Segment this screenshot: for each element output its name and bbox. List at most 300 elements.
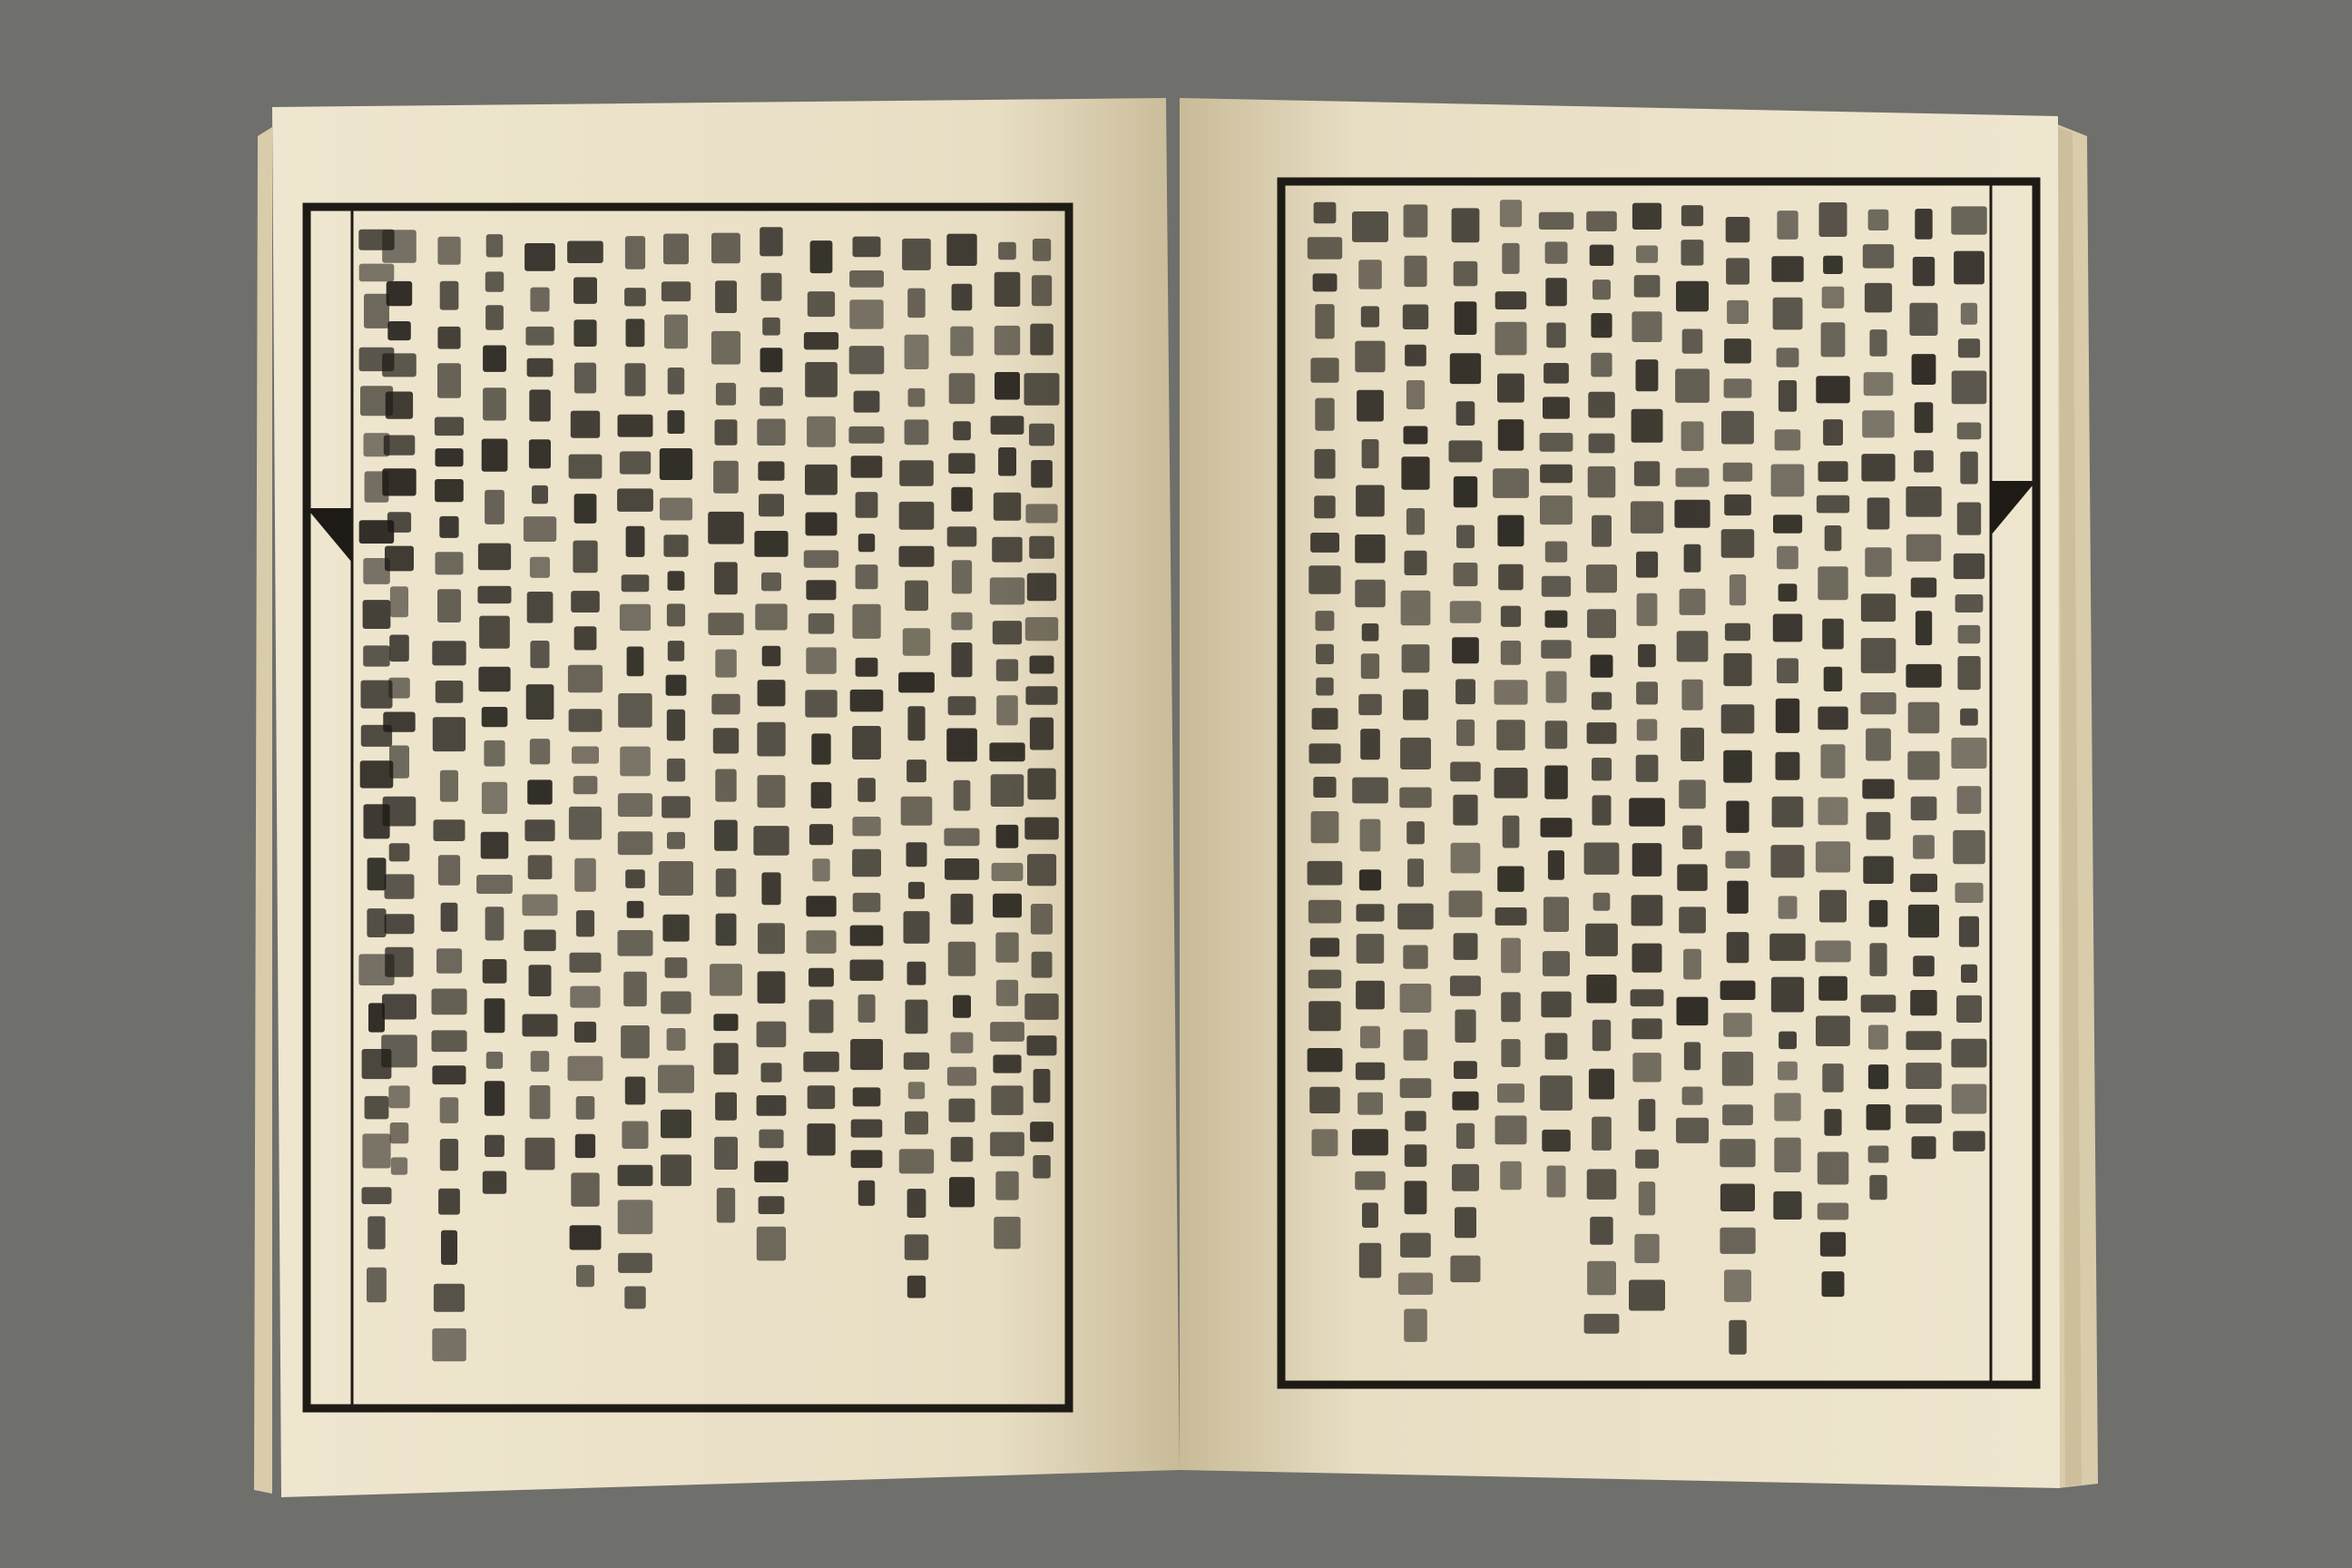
ink-glyph-mark — [668, 368, 685, 395]
ink-glyph-mark — [996, 980, 1018, 1006]
ink-glyph-mark — [1501, 606, 1521, 627]
ink-glyph-mark — [1676, 281, 1709, 312]
ink-glyph-mark — [1634, 1234, 1659, 1263]
ink-glyph-mark — [811, 733, 830, 764]
ink-glyph-mark — [523, 895, 558, 916]
ink-glyph-mark — [482, 707, 508, 727]
ink-glyph-mark — [1906, 664, 1941, 688]
ink-glyph-mark — [713, 728, 739, 753]
ink-glyph-mark — [717, 1188, 735, 1223]
ink-glyph-mark — [1495, 1115, 1527, 1144]
ink-glyph-mark — [848, 426, 884, 444]
ink-glyph-mark — [1362, 439, 1379, 468]
ink-glyph-mark — [948, 942, 975, 976]
ink-glyph-mark — [1543, 397, 1570, 418]
ink-glyph-mark — [907, 289, 926, 318]
ink-glyph-mark — [483, 346, 506, 372]
ink-glyph-mark — [570, 1225, 602, 1250]
ink-glyph-mark — [1545, 241, 1568, 263]
ink-glyph-mark — [1636, 359, 1659, 391]
ink-glyph-mark — [809, 824, 833, 845]
ink-glyph-mark — [530, 288, 549, 312]
ink-glyph-mark — [1681, 728, 1704, 761]
ink-glyph-mark — [525, 1138, 555, 1171]
ink-glyph-mark — [1355, 534, 1386, 564]
ink-glyph-mark — [808, 1085, 836, 1109]
ink-glyph-mark — [1352, 778, 1388, 804]
ink-glyph-mark — [1030, 324, 1054, 356]
ink-glyph-mark — [622, 1122, 648, 1150]
ink-glyph-mark — [996, 695, 1018, 725]
ink-glyph-mark — [989, 742, 1024, 761]
ink-glyph-mark — [951, 1033, 974, 1054]
ink-glyph-mark — [1779, 583, 1798, 602]
ink-glyph-mark — [853, 237, 881, 258]
ink-glyph-mark — [952, 284, 973, 310]
ink-glyph-mark — [1359, 869, 1381, 890]
ink-glyph-mark — [907, 962, 926, 985]
ink-glyph-mark — [998, 242, 1016, 260]
ink-glyph-mark — [661, 1110, 691, 1139]
ink-glyph-mark — [1027, 769, 1055, 800]
ink-glyph-mark — [994, 1217, 1021, 1250]
ink-glyph-mark — [1404, 1029, 1428, 1060]
ink-glyph-mark — [908, 1082, 925, 1099]
ink-glyph-mark — [761, 872, 780, 905]
ink-glyph-mark — [1500, 1161, 1522, 1191]
ink-glyph-mark — [1634, 461, 1660, 486]
ink-glyph-mark — [951, 487, 973, 512]
ink-glyph-mark — [1676, 468, 1710, 487]
ink-glyph-mark — [1586, 564, 1617, 593]
ink-glyph-mark — [904, 911, 930, 944]
ink-glyph-mark — [1405, 345, 1426, 367]
ink-glyph-mark — [618, 1200, 653, 1234]
ink-glyph-mark — [951, 1137, 974, 1162]
ink-glyph-mark — [1034, 1069, 1051, 1102]
ink-glyph-mark — [757, 1227, 786, 1261]
ink-glyph-mark — [1501, 992, 1521, 1022]
ink-glyph-mark — [1404, 256, 1426, 287]
ink-glyph-mark — [529, 389, 551, 421]
ink-glyph-mark — [618, 1253, 652, 1273]
ink-glyph-mark — [1824, 1109, 1841, 1136]
ink-glyph-mark — [1029, 536, 1054, 559]
ink-glyph-mark — [711, 233, 740, 264]
ink-glyph-mark — [903, 628, 930, 656]
ink-glyph-mark — [1495, 291, 1527, 309]
ink-glyph-mark — [1030, 718, 1054, 750]
ink-glyph-mark — [761, 273, 782, 301]
ink-glyph-mark — [1308, 861, 1343, 886]
ink-glyph-mark — [995, 1171, 1018, 1200]
ink-glyph-mark — [667, 832, 685, 849]
ink-glyph-mark — [856, 658, 878, 677]
ink-glyph-mark — [1720, 1228, 1755, 1254]
ink-glyph-mark — [1632, 1053, 1661, 1082]
ink-glyph-mark — [436, 448, 464, 466]
ink-glyph-mark — [568, 1056, 603, 1082]
ink-glyph-mark — [805, 690, 837, 717]
ink-glyph-mark — [1539, 212, 1574, 230]
ink-glyph-mark — [805, 362, 838, 397]
ink-glyph-mark — [953, 995, 971, 1018]
ink-glyph-mark — [1952, 1084, 1987, 1114]
ink-glyph-mark — [1497, 374, 1524, 403]
ink-glyph-mark — [389, 635, 409, 662]
ink-glyph-mark — [713, 1043, 738, 1074]
ink-glyph-mark — [385, 914, 415, 934]
ink-glyph-mark — [360, 760, 394, 788]
ink-glyph-mark — [1493, 468, 1529, 498]
ink-glyph-mark — [1730, 574, 1746, 605]
ink-glyph-mark — [807, 930, 837, 954]
ink-glyph-mark — [1726, 217, 1750, 242]
ink-glyph-mark — [1406, 508, 1425, 534]
ink-glyph-mark — [437, 363, 461, 397]
ink-glyph-mark — [524, 930, 555, 952]
ink-glyph-mark — [946, 234, 976, 266]
ink-glyph-mark — [486, 234, 504, 257]
ink-glyph-mark — [1914, 450, 1934, 472]
ink-glyph-mark — [1310, 358, 1338, 383]
ink-glyph-mark — [904, 1053, 929, 1070]
ink-glyph-mark — [905, 1112, 928, 1135]
ink-glyph-mark — [953, 421, 971, 440]
ink-glyph-mark — [1403, 690, 1428, 720]
ink-glyph-mark — [624, 288, 646, 306]
ink-glyph-mark — [1960, 452, 1978, 485]
ink-glyph-mark — [759, 1130, 783, 1149]
ink-glyph-mark — [530, 557, 550, 578]
ink-glyph-mark — [898, 672, 935, 693]
ink-glyph-mark — [1822, 1271, 1845, 1297]
ink-glyph-mark — [991, 774, 1024, 807]
ink-glyph-mark — [1867, 497, 1890, 529]
ink-glyph-mark — [996, 659, 1018, 681]
ink-glyph-mark — [1861, 995, 1896, 1013]
ink-glyph-mark — [1308, 1001, 1341, 1031]
ink-glyph-mark — [576, 1096, 595, 1120]
ink-glyph-mark — [627, 901, 644, 918]
ink-glyph-mark — [1455, 1207, 1476, 1238]
ink-glyph-mark — [992, 863, 1024, 881]
ink-glyph-mark — [1816, 841, 1850, 872]
ink-glyph-mark — [1540, 1075, 1573, 1111]
ink-glyph-mark — [1631, 989, 1664, 1006]
ink-glyph-mark — [1586, 975, 1616, 1004]
ink-glyph-mark — [1540, 465, 1573, 484]
ink-glyph-mark — [852, 726, 881, 760]
ink-glyph-mark — [856, 564, 878, 589]
ink-glyph-mark — [761, 1063, 782, 1083]
ink-glyph-mark — [661, 1154, 691, 1186]
ink-glyph-mark — [1913, 257, 1935, 286]
ink-glyph-mark — [1913, 835, 1935, 858]
ink-glyph-mark — [1680, 589, 1706, 615]
ink-glyph-mark — [1639, 1181, 1655, 1215]
ink-glyph-mark — [1955, 883, 1984, 903]
ink-glyph-mark — [1631, 501, 1663, 534]
ink-glyph-mark — [433, 717, 466, 751]
ink-glyph-mark — [1587, 1261, 1616, 1296]
ink-glyph-mark — [1684, 1042, 1700, 1070]
ink-glyph-mark — [1456, 525, 1475, 549]
ink-glyph-mark — [993, 621, 1022, 644]
ink-glyph-mark — [1316, 678, 1334, 696]
ink-glyph-mark — [1450, 762, 1481, 782]
ink-glyph-mark — [363, 558, 390, 584]
ink-glyph-mark — [1721, 704, 1755, 733]
ink-glyph-mark — [1024, 994, 1058, 1020]
ink-glyph-mark — [1906, 1063, 1941, 1089]
ink-glyph-mark — [437, 589, 461, 622]
ink-glyph-mark — [806, 896, 836, 916]
ink-glyph-mark — [1677, 997, 1709, 1026]
ink-glyph-mark — [1908, 702, 1940, 734]
ink-glyph-mark — [805, 465, 838, 495]
ink-glyph-mark — [625, 869, 645, 888]
ink-glyph-mark — [1674, 500, 1710, 528]
ink-glyph-mark — [852, 849, 881, 877]
ink-glyph-mark — [1722, 1052, 1753, 1086]
ink-glyph-mark — [1587, 1169, 1617, 1200]
ink-glyph-mark — [907, 1276, 926, 1298]
ink-glyph-mark — [1405, 1181, 1427, 1214]
ink-glyph-mark — [1775, 429, 1801, 450]
ink-glyph-mark — [949, 1177, 975, 1207]
ink-glyph-mark — [1961, 965, 1977, 983]
ink-glyph-mark — [947, 526, 977, 546]
ink-glyph-mark — [1545, 278, 1567, 306]
ink-glyph-mark — [662, 281, 691, 301]
ink-glyph-mark — [1771, 845, 1805, 877]
ink-glyph-mark — [899, 502, 935, 530]
ink-glyph-mark — [440, 1139, 458, 1171]
ink-glyph-mark — [1310, 938, 1339, 957]
ink-glyph-mark — [715, 1093, 737, 1121]
ink-glyph-mark — [432, 989, 467, 1015]
ink-glyph-mark — [1720, 1184, 1755, 1212]
ink-glyph-mark — [1726, 801, 1749, 833]
ink-glyph-mark — [482, 782, 507, 814]
ink-glyph-mark — [1357, 1093, 1383, 1115]
ink-glyph-mark — [485, 1081, 505, 1116]
ink-glyph-mark — [908, 882, 925, 899]
ink-glyph-mark — [1360, 819, 1381, 852]
ink-glyph-mark — [1866, 729, 1891, 761]
ink-glyph-mark — [991, 416, 1024, 435]
ink-glyph-mark — [432, 641, 466, 665]
ink-glyph-mark — [951, 642, 972, 677]
ink-glyph-mark — [758, 461, 784, 480]
ink-glyph-mark — [358, 954, 394, 985]
ink-glyph-mark — [1406, 380, 1425, 409]
ink-glyph-mark — [618, 415, 653, 437]
ink-glyph-mark — [665, 957, 688, 978]
ink-glyph-mark — [1402, 644, 1430, 672]
ink-glyph-mark — [432, 1030, 467, 1052]
ink-glyph-mark — [1720, 1139, 1755, 1167]
ink-glyph-mark — [1823, 256, 1843, 274]
ink-glyph-mark — [1455, 301, 1477, 335]
ink-glyph-mark — [1545, 542, 1567, 563]
ink-glyph-mark — [1589, 434, 1615, 454]
ink-glyph-mark — [1910, 990, 1937, 1015]
ink-glyph-mark — [1824, 667, 1843, 691]
ink-glyph-mark — [1032, 275, 1052, 306]
ink-glyph-mark — [571, 591, 600, 612]
ink-glyph-mark — [525, 327, 554, 346]
ink-glyph-mark — [618, 793, 652, 817]
ink-glyph-mark — [1957, 423, 1982, 440]
ink-glyph-mark — [440, 281, 459, 310]
ink-glyph-mark — [945, 858, 979, 880]
ink-glyph-mark — [1403, 946, 1427, 969]
ink-glyph-mark — [1823, 419, 1843, 446]
ink-glyph-mark — [529, 965, 552, 996]
ink-glyph-mark — [360, 386, 393, 416]
ink-glyph-mark — [573, 776, 598, 794]
ink-glyph-mark — [1822, 287, 1845, 309]
ink-glyph-mark — [753, 826, 789, 856]
ink-glyph-mark — [1629, 798, 1665, 826]
ink-glyph-mark — [573, 278, 597, 304]
ink-glyph-mark — [574, 626, 597, 650]
ink-glyph-mark — [851, 456, 883, 477]
ink-glyph-mark — [1357, 390, 1384, 422]
ink-glyph-mark — [662, 796, 691, 818]
ink-glyph-mark — [618, 930, 653, 956]
ink-glyph-mark — [905, 1234, 929, 1259]
ink-glyph-mark — [852, 817, 880, 836]
ink-glyph-mark — [1910, 874, 1937, 892]
ink-glyph-mark — [1361, 306, 1379, 327]
ink-glyph-mark — [1032, 952, 1053, 978]
ink-glyph-mark — [1961, 303, 1977, 325]
ink-glyph-mark — [1632, 895, 1663, 926]
ink-glyph-mark — [1725, 623, 1750, 642]
ink-glyph-mark — [367, 1268, 387, 1303]
ink-glyph-mark — [1497, 867, 1524, 892]
ink-glyph-mark — [1818, 461, 1848, 482]
ink-glyph-mark — [482, 439, 508, 472]
ink-glyph-mark — [1590, 245, 1614, 266]
ink-glyph-mark — [1722, 1104, 1753, 1125]
ink-glyph-mark — [1865, 283, 1892, 313]
ink-glyph-mark — [990, 577, 1025, 604]
ink-glyph-mark — [1592, 515, 1612, 547]
ink-glyph-mark — [1632, 1018, 1661, 1039]
ink-glyph-mark — [663, 234, 689, 265]
ink-glyph-mark — [905, 581, 928, 612]
ink-glyph-mark — [1454, 563, 1478, 586]
ink-glyph-mark — [1818, 1203, 1848, 1220]
ink-glyph-mark — [851, 1150, 883, 1168]
ink-glyph-mark — [906, 1000, 928, 1034]
ink-glyph-mark — [1771, 977, 1804, 1013]
ink-glyph-mark — [618, 831, 653, 855]
ink-glyph-mark — [479, 616, 510, 649]
ink-glyph-mark — [762, 646, 781, 667]
ink-glyph-mark — [434, 1284, 465, 1312]
ink-glyph-mark — [1355, 580, 1386, 607]
ink-glyph-mark — [755, 603, 787, 630]
ink-glyph-mark — [760, 348, 783, 372]
ink-glyph-mark — [1358, 260, 1382, 289]
ink-glyph-mark — [572, 747, 599, 764]
ink-glyph-mark — [996, 825, 1019, 848]
ink-glyph-mark — [711, 331, 740, 365]
ink-glyph-mark — [1676, 1118, 1709, 1143]
ink-glyph-mark — [1591, 655, 1613, 678]
ink-glyph-mark — [432, 1328, 466, 1361]
ink-glyph-mark — [1632, 409, 1663, 443]
ink-glyph-mark — [1592, 692, 1612, 710]
ink-glyph-mark — [1632, 944, 1662, 973]
ink-glyph-mark — [1726, 851, 1750, 868]
ink-glyph-mark — [850, 926, 884, 946]
ink-glyph-mark — [1593, 893, 1611, 911]
ink-glyph-mark — [359, 348, 395, 371]
ink-glyph-mark — [390, 1122, 409, 1143]
ink-glyph-mark — [1311, 811, 1339, 843]
ink-glyph-mark — [437, 237, 460, 265]
ink-glyph-mark — [1592, 279, 1611, 299]
ink-glyph-mark — [1495, 907, 1527, 926]
ink-glyph-mark — [1591, 313, 1612, 338]
ink-glyph-mark — [1769, 934, 1806, 961]
ink-glyph-mark — [758, 680, 786, 706]
ink-glyph-mark — [1777, 546, 1798, 570]
ink-glyph-mark — [852, 604, 880, 639]
ink-glyph-mark — [811, 782, 832, 808]
ink-glyph-mark — [362, 1133, 390, 1168]
ink-glyph-mark — [623, 972, 647, 1006]
ink-glyph-mark — [530, 739, 550, 764]
ink-glyph-mark — [1868, 1064, 1888, 1089]
ink-glyph-mark — [714, 820, 738, 851]
ink-glyph-mark — [1454, 476, 1477, 507]
ink-glyph-mark — [389, 843, 410, 861]
ink-glyph-mark — [944, 828, 979, 847]
ink-glyph-mark — [362, 1187, 392, 1204]
ink-glyph-mark — [1452, 637, 1479, 663]
ink-glyph-mark — [1548, 850, 1564, 880]
ink-glyph-mark — [995, 933, 1018, 963]
ink-glyph-mark — [438, 855, 460, 886]
ink-glyph-mark — [1545, 611, 1568, 628]
ink-glyph-mark — [757, 722, 785, 757]
ink-glyph-mark — [1450, 975, 1481, 995]
ink-glyph-mark — [1362, 623, 1379, 642]
ink-glyph-mark — [1584, 843, 1620, 875]
ink-glyph-mark — [367, 908, 386, 937]
ink-glyph-mark — [1636, 681, 1658, 704]
ink-glyph-mark — [1400, 984, 1432, 1013]
ink-glyph-mark — [659, 861, 693, 896]
ink-glyph-mark — [1545, 1033, 1568, 1059]
ink-glyph-mark — [952, 560, 972, 593]
ink-glyph-mark — [1587, 722, 1617, 744]
ink-glyph-mark — [662, 915, 689, 942]
ink-glyph-mark — [1869, 329, 1886, 357]
ink-glyph-mark — [439, 516, 458, 538]
ink-glyph-mark — [358, 230, 394, 250]
ink-glyph-mark — [899, 546, 935, 567]
ink-glyph-mark — [1030, 1122, 1054, 1142]
ink-glyph-mark — [1954, 251, 1984, 285]
